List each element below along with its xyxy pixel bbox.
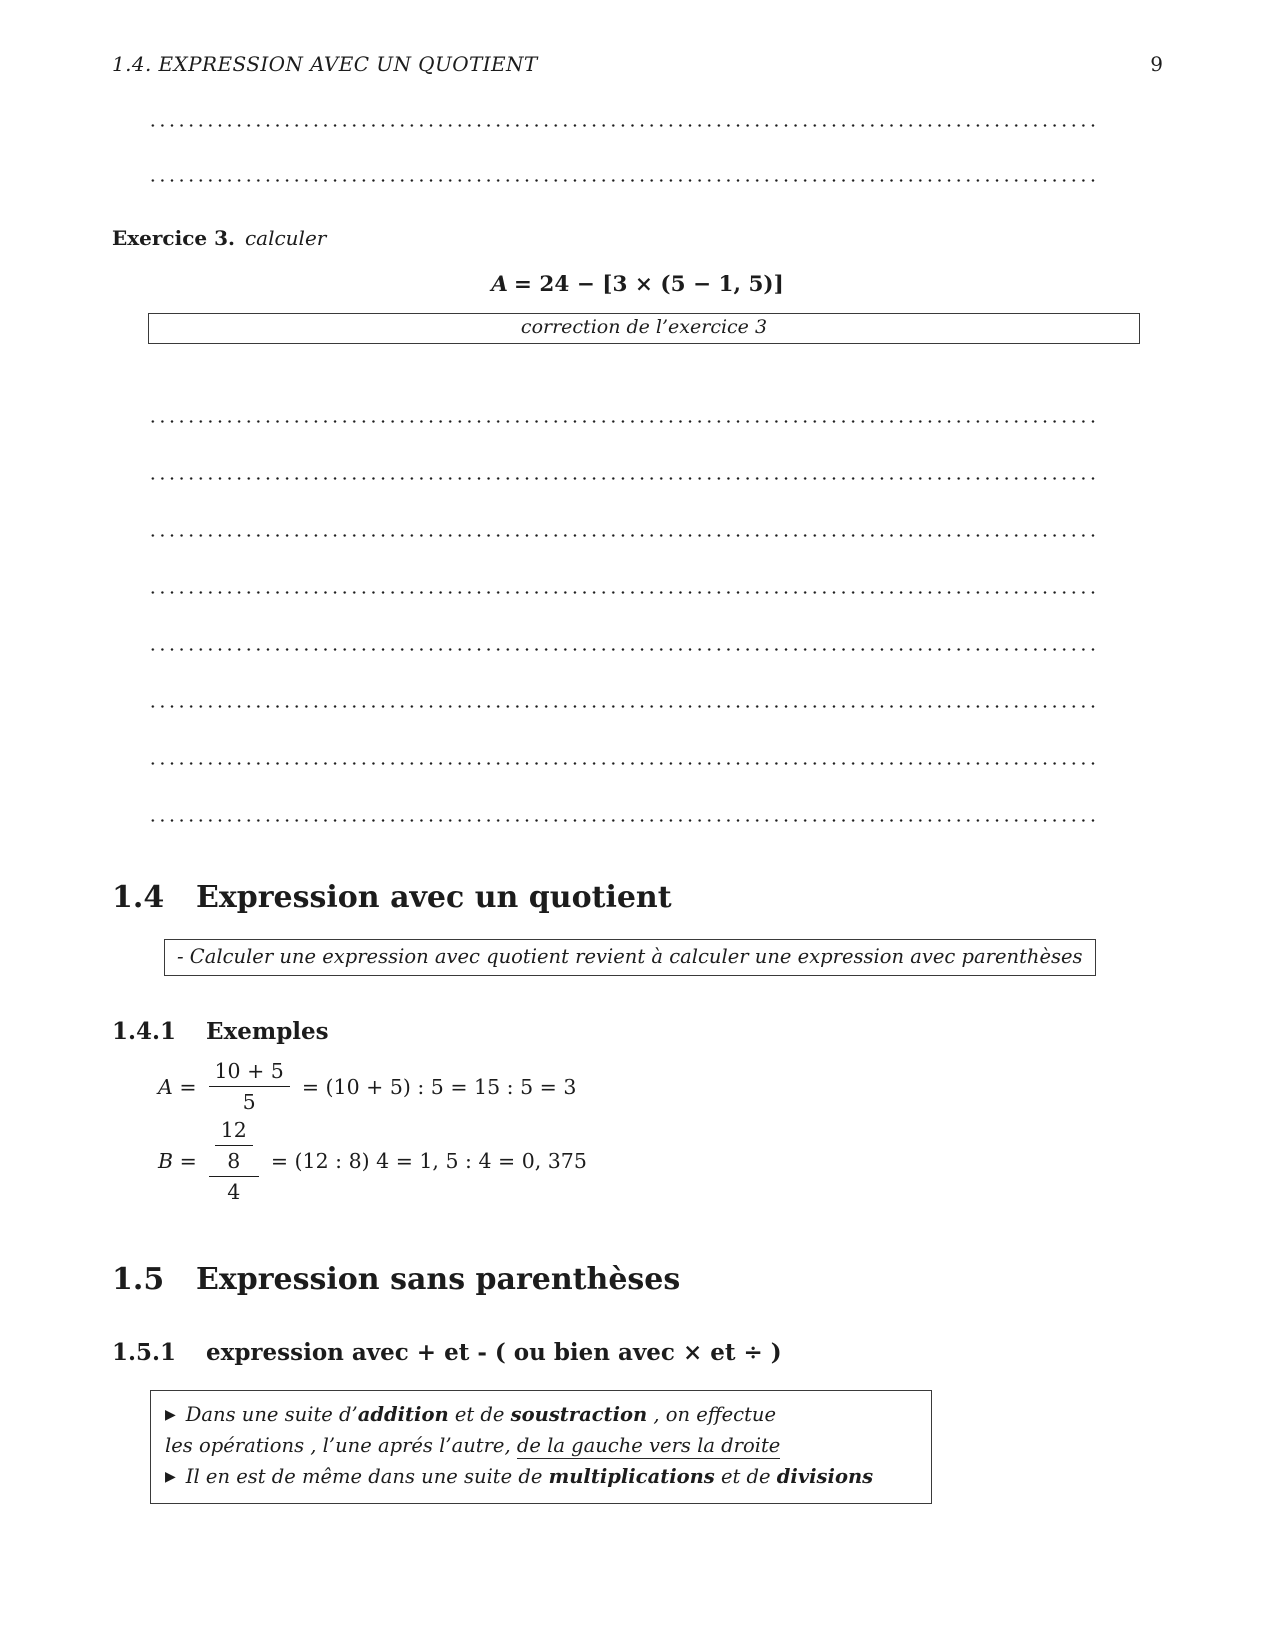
dotted-answer-line bbox=[148, 124, 1100, 127]
nested-fraction bbox=[209, 1118, 259, 1204]
example-b-lhs: B = bbox=[158, 1149, 197, 1173]
correction-title: correction de l’exercice 3 bbox=[520, 316, 768, 338]
running-header-title: 1.4. EXPRESSION AVEC UN QUOTIENT bbox=[112, 52, 538, 76]
subsection-1-4-1-number: 1.4.1 bbox=[112, 1018, 177, 1045]
dotted-answer-line bbox=[148, 179, 1100, 182]
quotient-note-text: - Calculer une expression avec quotient revient à calculer une expression avec parenthèses bbox=[177, 945, 1083, 968]
page-number: 9 bbox=[1150, 52, 1163, 76]
equation-expression: = 24 − [3 × (5 − 1, 5)] bbox=[513, 272, 784, 297]
subsection-1-5-1-title: expression avec + et - ( ou bien avec × et ÷ ) bbox=[206, 1339, 782, 1366]
rules-box bbox=[150, 1390, 932, 1504]
inner-fraction-numerator: 12 bbox=[215, 1118, 253, 1146]
correction-box bbox=[148, 313, 1140, 344]
section-1-4-number: 1.4 bbox=[112, 880, 165, 915]
section-heading-1-4 bbox=[112, 880, 1163, 915]
rule-text: , on effectue bbox=[647, 1403, 777, 1426]
running-header bbox=[112, 52, 1163, 76]
equation-variable: A bbox=[491, 272, 508, 297]
inner-fraction-denominator: 8 bbox=[227, 1149, 241, 1173]
section-1-5-number: 1.5 bbox=[112, 1262, 165, 1297]
rule-line-1 bbox=[165, 1399, 917, 1430]
rule-keyword-soustraction: soustraction bbox=[510, 1403, 648, 1426]
dotted-answer-line bbox=[148, 477, 1100, 480]
subsection-1-5-1-number: 1.5.1 bbox=[112, 1339, 177, 1366]
section-1-4-title: Expression avec un quotient bbox=[196, 880, 672, 915]
quotient-note-box bbox=[164, 939, 1096, 976]
rule-line-3 bbox=[165, 1461, 917, 1492]
exercise-label: Exercice 3. bbox=[112, 226, 235, 250]
outer-fraction-numerator bbox=[209, 1118, 259, 1177]
dotted-answer-line bbox=[148, 762, 1100, 765]
triangle-bullet-icon: ▶ bbox=[165, 1469, 176, 1486]
triangle-bullet-icon: ▶ bbox=[165, 1407, 176, 1423]
example-a-rhs: = (10 + 5) : 5 = 15 : 5 = 3 bbox=[301, 1074, 577, 1099]
section-1-5-title: Expression sans parenthèses bbox=[196, 1262, 681, 1297]
rule-keyword-addition: addition bbox=[357, 1403, 449, 1426]
rule-text: les opérations , l’une aprés l’autre, bbox=[165, 1434, 517, 1458]
example-b-line bbox=[158, 1118, 1163, 1204]
example-b-rhs: = (12 : 8) 4 = 1, 5 : 4 = 0, 375 bbox=[270, 1149, 587, 1173]
rule-text: et de bbox=[448, 1403, 511, 1426]
rule-keyword-multiplications: multiplications bbox=[548, 1465, 715, 1489]
dotted-answer-line bbox=[148, 420, 1100, 423]
subsection-heading-1-5-1 bbox=[112, 1339, 1163, 1366]
example-a-line bbox=[158, 1059, 1163, 1114]
subsection-1-4-1-title: Exemples bbox=[206, 1018, 329, 1045]
rule-text: et de bbox=[714, 1465, 777, 1489]
fraction-denominator: 5 bbox=[242, 1090, 256, 1114]
inner-fraction bbox=[215, 1118, 253, 1173]
rule-text: Dans une suite d’ bbox=[185, 1403, 358, 1426]
dotted-answer-line bbox=[148, 534, 1100, 537]
rule-keyword-divisions: divisions bbox=[776, 1465, 874, 1489]
outer-fraction-denominator: 4 bbox=[227, 1180, 241, 1204]
fraction bbox=[209, 1059, 290, 1114]
exercise-equation bbox=[112, 272, 1163, 297]
dotted-answer-line bbox=[148, 648, 1100, 651]
fraction-numerator: 10 + 5 bbox=[209, 1059, 290, 1087]
dotted-answer-line bbox=[148, 819, 1100, 822]
exercise-instruction: calculer bbox=[244, 226, 327, 250]
dotted-answer-line bbox=[148, 705, 1100, 708]
rule-text: Il en est de même dans une suite de bbox=[185, 1465, 549, 1489]
exercise-3-heading bbox=[112, 226, 1163, 250]
subsection-heading-1-4-1 bbox=[112, 1018, 1163, 1045]
rule-underlined-text: de la gauche vers la droite bbox=[516, 1434, 781, 1458]
section-heading-1-5 bbox=[112, 1262, 1163, 1297]
example-a-lhs: A = bbox=[158, 1074, 197, 1099]
dotted-answer-line bbox=[148, 591, 1100, 594]
rule-line-2 bbox=[165, 1430, 917, 1461]
